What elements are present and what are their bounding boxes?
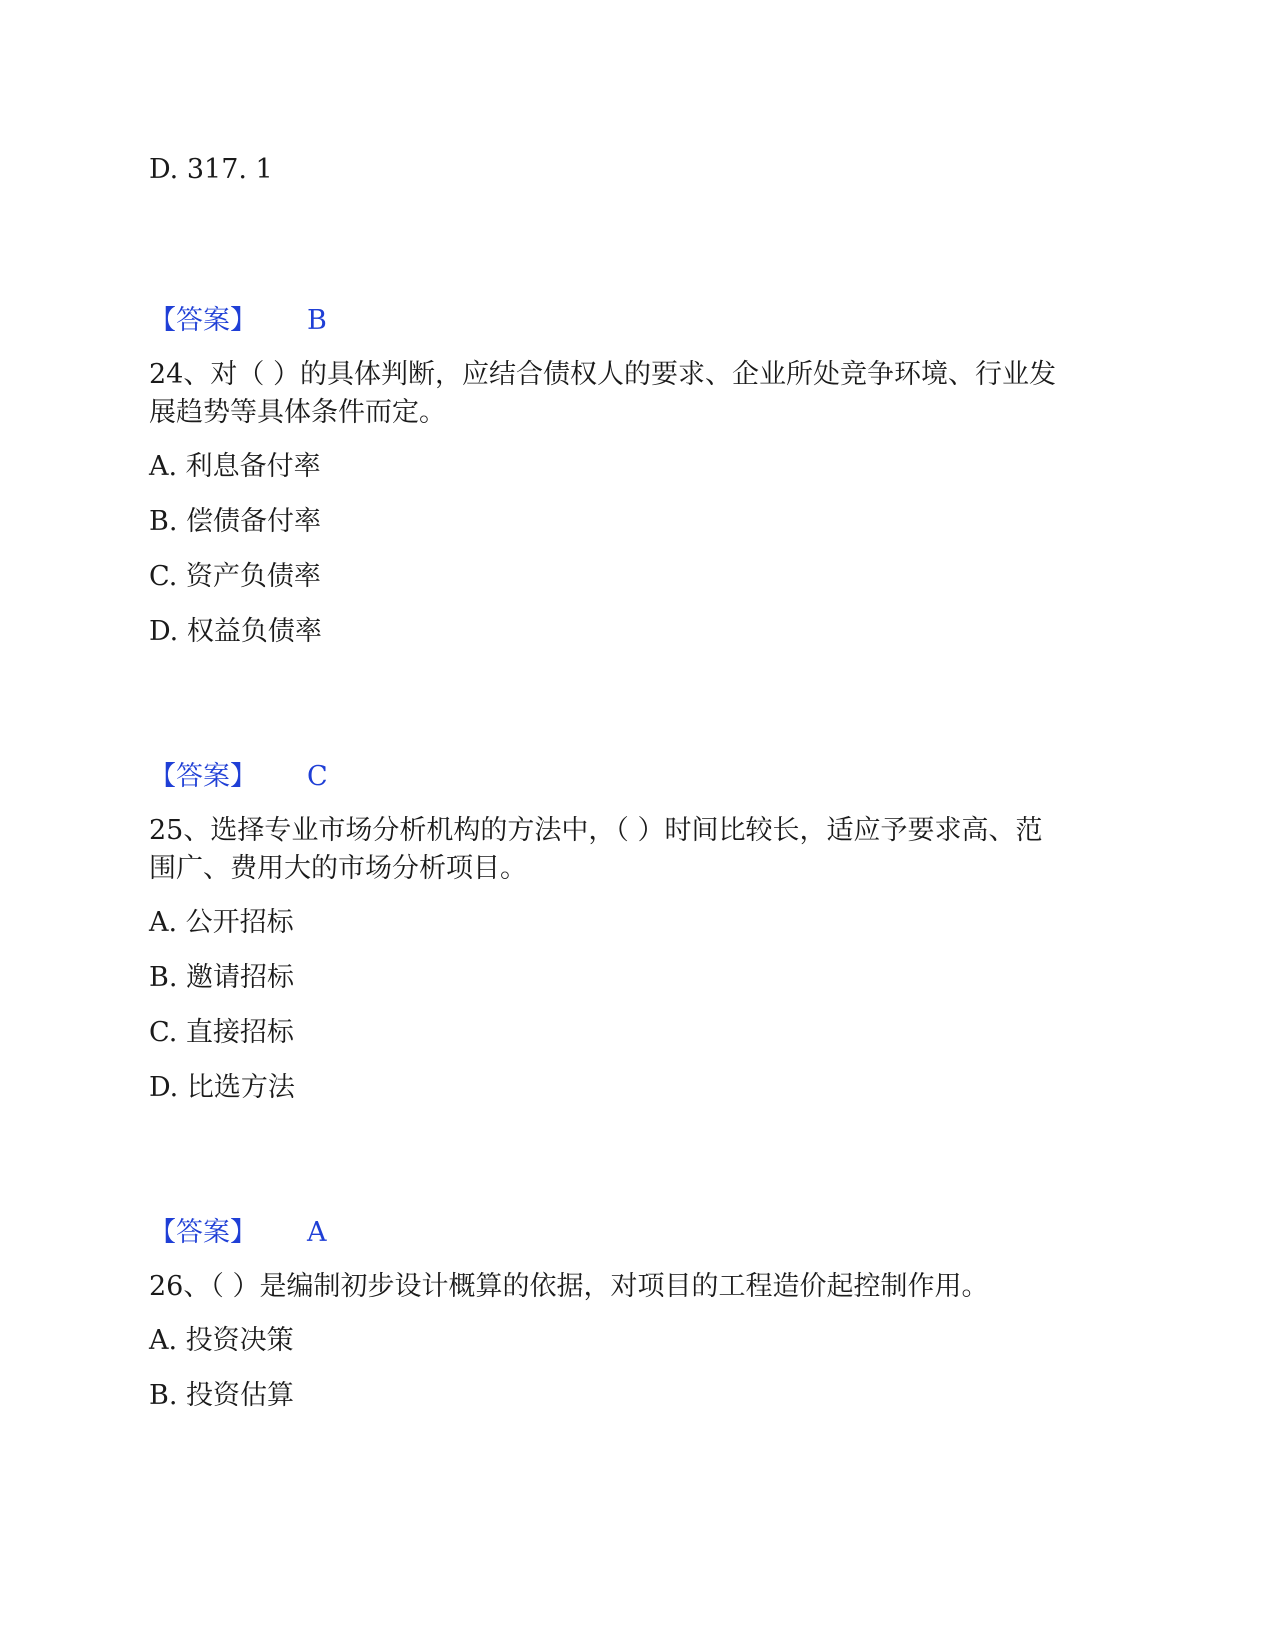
question-stem: 展趋势等具体条件而定。 bbox=[149, 397, 446, 428]
question-stem: 26、（ ）是编制初步设计概算的依据，对项目的工程造价起控制作用。 bbox=[149, 1271, 989, 1302]
answer-label: 【答案】 bbox=[149, 305, 257, 336]
option-a: A. 利息备付率 bbox=[149, 451, 321, 482]
option-c: C. 直接招标 bbox=[149, 1017, 294, 1048]
option-b: B. 偿债备付率 bbox=[149, 506, 322, 537]
answer-value: A bbox=[307, 1217, 327, 1248]
answer-row bbox=[149, 757, 328, 797]
answer-label: 【答案】 bbox=[149, 1217, 257, 1248]
option-d: D. 比选方法 bbox=[149, 1072, 295, 1103]
option-text: D. 317. 1 bbox=[149, 154, 273, 185]
question-stem: 25、选择专业市场分析机构的方法中，（ ）时间比较长，适应予要求高、范 bbox=[149, 815, 1043, 846]
answer-row bbox=[149, 1213, 327, 1253]
answer-row bbox=[149, 301, 327, 341]
answer-label: 【答案】 bbox=[149, 761, 257, 792]
answer-value: B bbox=[307, 305, 327, 336]
question-stem: 围广、费用大的市场分析项目。 bbox=[149, 853, 527, 884]
option-b: B. 投资估算 bbox=[149, 1380, 295, 1411]
question-stem: 24、对（ ）的具体判断，应结合债权人的要求、企业所处竞争环境、行业发 bbox=[149, 359, 1056, 390]
option-d: D. 权益负债率 bbox=[149, 616, 322, 647]
option-c: C. 资产负债率 bbox=[149, 561, 321, 592]
answer-value: C bbox=[307, 761, 328, 792]
option-a: A. 公开招标 bbox=[149, 907, 294, 938]
option-b: B. 邀请招标 bbox=[149, 962, 295, 993]
option-a: A. 投资决策 bbox=[149, 1325, 294, 1356]
